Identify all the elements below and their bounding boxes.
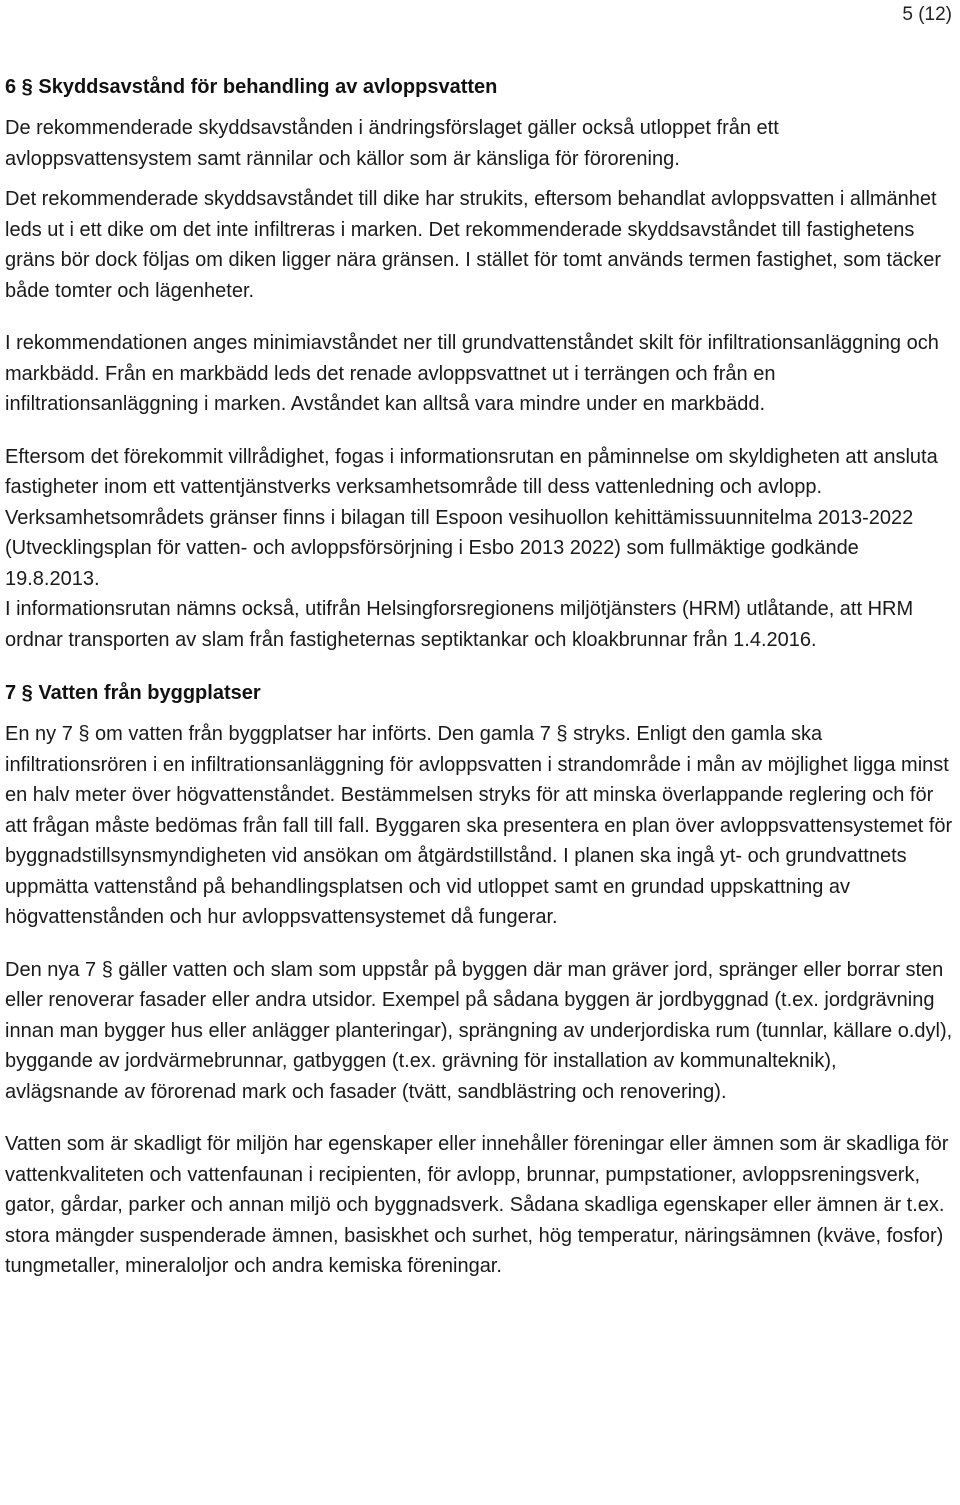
page-number: 5 (12)	[902, 4, 952, 25]
section-7-heading: 7 § Vatten från byggplatser	[5, 682, 261, 704]
document-body	[5, 71, 953, 1282]
section-6-paragraph-5: I informationsrutan nämns också, utifrån Helsingforsregionens miljötjänsters (HRM) utlåtande, att HRM ordnar transporten av slam från fastigheternas septiktankar och kloakbrunnar från 1.4.2016.	[5, 598, 914, 651]
section-7-paragraph-3: Vatten som är skadligt för miljön har egenskaper eller innehåller föreningar eller ämnen som är skadliga för vattenkvaliteten och vattenfaunan i recipienten, för avlopp, brunnar, pumpstationer, avloppsreningsverk, gator, gårdar, parker och annan miljö och byggnadsverk. Sådana skadliga egenskaper eller ämnen är t.ex. stora mängder suspenderade ämnen, basiskhet och surhet, hög temperatur, näringsämnen (kväve, fosfor) tungmetaller, mineraloljor och andra kemiska föreningar.	[5, 1133, 949, 1277]
section-6-heading: 6 § Skyddsavstånd för behandling av avloppsvatten	[5, 76, 498, 98]
section-6-paragraph-4: Eftersom det förekommit villrådighet, fogas i informationsrutan en påminnelse om skyldigheten att ansluta fastigheter inom ett vattentjänstverks verksamhetsområde till dess vattenledning och avlopp. Verksamhetsområdets gränser finns i bilagan till Espoon vesihuollon kehittämissuunnitelma 2013-2022 (Utvecklingsplan för vatten- och avloppsförsörjning i Esbo 2013 2022) som fullmäktige godkände 19.8.2013.	[5, 445, 938, 590]
section-7-paragraph-1: En ny 7 § om vatten från byggplatser har införts. Den gamla 7 § stryks. Enligt den gamla ska infiltrationsrören i en infiltrationsanläggning för avloppsvatten i strandområde i mån av möjlighet ligga minst en halv meter över högvattenståndet. Bestämmelsen stryks för att minska överlappande reglering och för att frågan måste bedömas från fall till fall. Byggaren ska presentera en plan över avloppsvattensystemet för byggnadstillsynsmyndigheten vid ansökan om åtgärdstillstånd. I planen ska ingå yt- och grundvattnets uppmätta vattenstånd på behandlingsplatsen och vid utloppet samt en grundad uppskattning av högvattenstånden och hur avloppsvattensystemet då fungerar.	[5, 723, 953, 928]
section-6-paragraph-3: I rekommendationen anges minimiavståndet ner till grundvattenståndet skilt för infiltrationsanläggning och markbädd. Från en markbädd leds det renade avloppsvattnet ut i terrängen och från en infiltrationsanläggning i marken. Avståndet kan alltså vara mindre under en markbädd.	[5, 332, 939, 415]
section-7-paragraph-2: Den nya 7 § gäller vatten och slam som uppstår på byggen där man gräver jord, spränger eller borrar sten eller renoverar fasader eller andra utsidor. Exempel på sådana byggen är jordbyggnad (t.ex. jordgrävning innan man bygger hus eller anlägger planteringar), sprängning av underjordiska rum (tunnlar, källare o.dyl), byggande av jordvärmebrunnar, gatbyggen (t.ex. grävning för installation av kommunalteknik), avlägsnande av förorenad mark och fasader (tvätt, sandblästring och renovering).	[5, 958, 953, 1103]
section-6-paragraph-2: Det rekommenderade skyddsavståndet till dike har strukits, eftersom behandlat avloppsvatten i allmänhet leds ut i ett dike om det inte infiltreras i marken. Det rekommenderade skyddsavståndet till fastighetens gräns bör dock följas om diken ligger nära gränsen. I stället för tomt används termen fastighet, som täcker både tomter och lägenheter.	[5, 188, 942, 302]
section-6-paragraph-1: De rekommenderade skyddsavstånden i ändringsförslaget gäller också utloppet från ett avloppsvattensystem samt rännilar och källor som är känsliga för förorening.	[5, 117, 779, 170]
